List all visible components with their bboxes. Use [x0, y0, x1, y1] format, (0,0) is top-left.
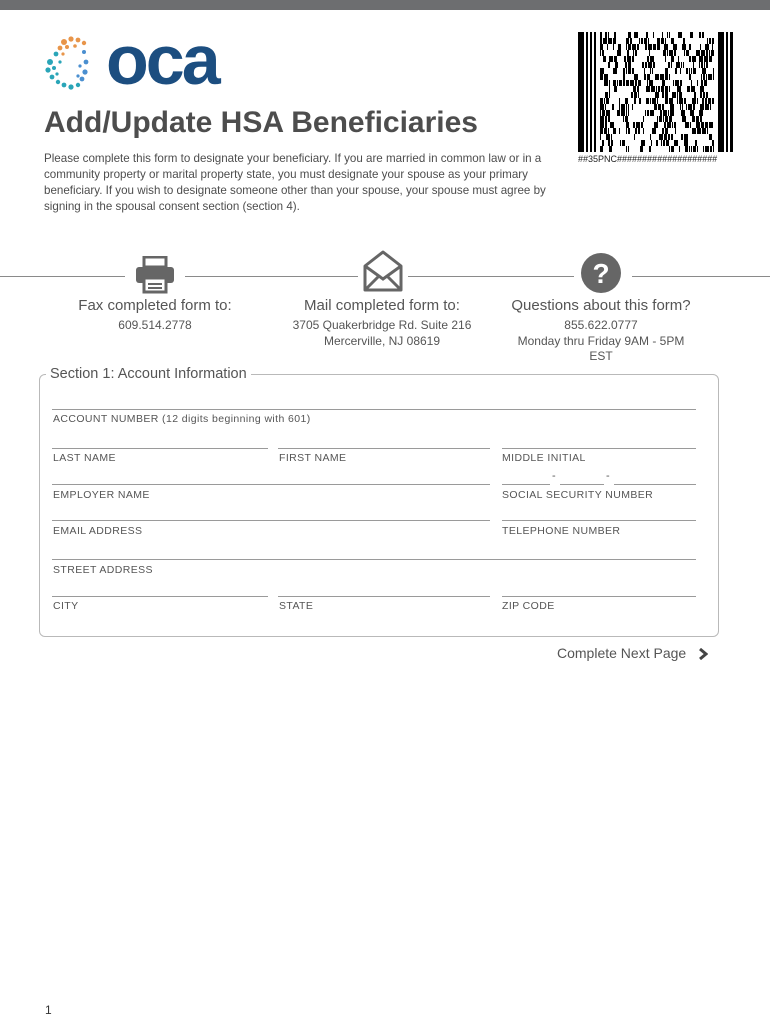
mail-heading: Mail completed form to: [304, 297, 460, 314]
account-number-label: ACCOUNT NUMBER (12 digits beginning with 601) [53, 413, 311, 425]
section-1-title: Section 1: Account Information [46, 366, 251, 382]
complete-next-page-label: Complete Next Page [557, 645, 687, 661]
oca-logo [40, 21, 240, 99]
ssn-label: SOCIAL SECURITY NUMBER [502, 489, 654, 501]
ssn-part-1-field[interactable] [502, 484, 550, 485]
email-field[interactable] [52, 520, 490, 521]
city-field[interactable] [52, 596, 268, 597]
street-address-field[interactable] [52, 559, 696, 560]
first-name-label: FIRST NAME [279, 452, 347, 464]
top-bar [0, 0, 770, 10]
questions-phone: 855.622.0777 [564, 318, 638, 332]
page-title: Add/Update HSA Beneficiaries [44, 106, 478, 139]
city-label: CITY [53, 600, 79, 612]
ssn-separator: - [552, 470, 556, 482]
printer-icon [134, 256, 176, 294]
divider-line [632, 276, 770, 277]
employer-name-label: EMPLOYER NAME [53, 489, 150, 501]
divider-line [0, 276, 125, 277]
envelope-icon [362, 249, 404, 293]
state-field[interactable] [278, 596, 490, 597]
pdf417-barcode [578, 32, 733, 152]
zip-code-label: ZIP CODE [502, 600, 555, 612]
ssn-part-2-field[interactable] [560, 484, 604, 485]
questions-timezone: EST [589, 349, 613, 363]
question-icon [580, 252, 622, 294]
intro-paragraph: Please complete this form to designate your beneficiary. If you are married in common law or in a community property or marital property state, you must designate your spouse as your primary beneficiary. If you wish to designate someone other than your spouse, your spouse must agree by signing in the spousal consent section (section 4). [44, 152, 546, 213]
account-number-field[interactable] [52, 409, 696, 410]
telephone-field[interactable] [502, 520, 696, 521]
mail-address-line-1: 3705 Quakerbridge Rd. Suite 216 [292, 318, 472, 332]
telephone-label: TELEPHONE NUMBER [502, 525, 621, 537]
employer-name-field[interactable] [52, 484, 490, 485]
mail-address-line-2: Mercerville, NJ 08619 [323, 334, 441, 348]
svg-text:?: ? [592, 258, 610, 289]
divider-line [185, 276, 358, 277]
last-name-label: LAST NAME [53, 452, 116, 464]
barcode-caption: ##35PNC#################### [578, 154, 718, 164]
divider-line [408, 276, 574, 277]
middle-initial-field[interactable] [502, 448, 696, 449]
ssn-separator: - [606, 470, 610, 482]
first-name-field[interactable] [278, 448, 490, 449]
state-label: STATE [279, 600, 314, 612]
chevron-right-icon [698, 648, 708, 660]
fax-heading: Fax completed form to: [78, 297, 232, 314]
logo-wordmark: oca [106, 21, 218, 99]
ssn-part-3-field[interactable] [614, 484, 696, 485]
page-number: 1 [45, 1003, 52, 1017]
street-address-label: STREET ADDRESS [53, 564, 153, 576]
zip-code-field[interactable] [502, 596, 696, 597]
logo-dots-icon [40, 32, 106, 98]
middle-initial-label: MIDDLE INITIAL [502, 452, 586, 464]
last-name-field[interactable] [52, 448, 268, 449]
email-label: EMAIL ADDRESS [53, 525, 143, 537]
fax-number: 609.514.2778 [118, 318, 192, 332]
questions-hours: Monday thru Friday 9AM - 5PM [517, 334, 685, 348]
questions-heading: Questions about this form? [511, 297, 691, 314]
